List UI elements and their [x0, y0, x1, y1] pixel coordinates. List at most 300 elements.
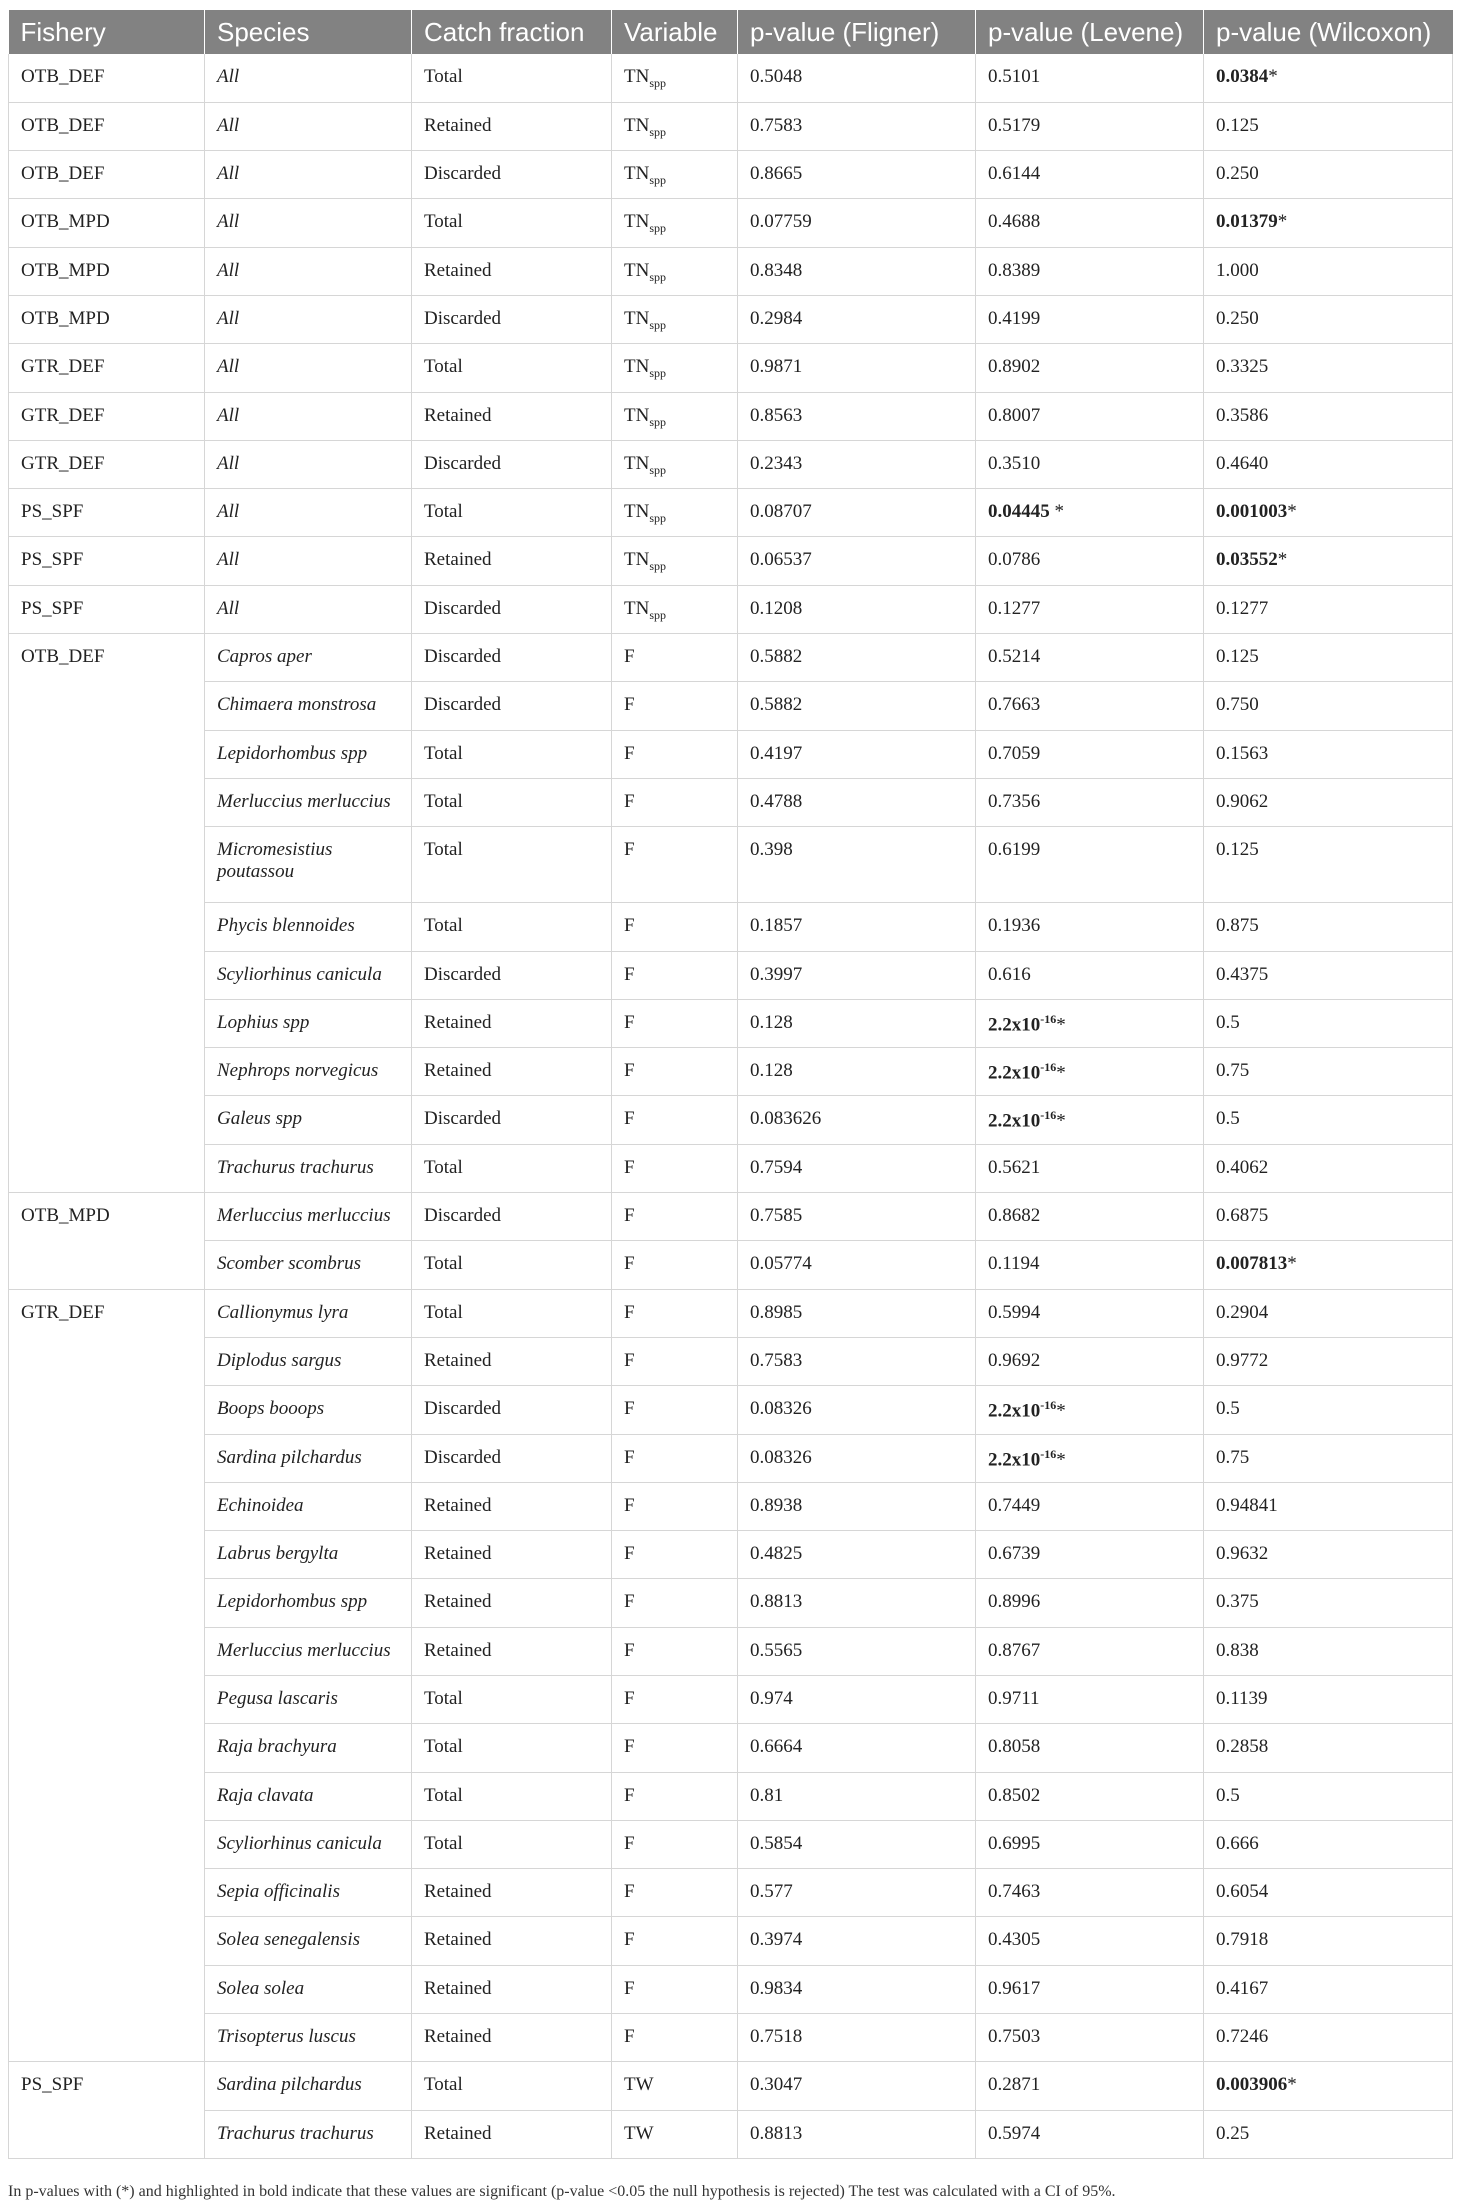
wilcoxon-cell — [1204, 102, 1453, 150]
species-label: All — [217, 307, 240, 329]
variable-cell — [612, 1048, 738, 1096]
p-value: 0.1139 — [1216, 1688, 1268, 1709]
catch-fraction-cell — [412, 827, 612, 903]
catch-fraction-cell — [412, 903, 612, 951]
species-label: All — [217, 259, 240, 281]
significance-marker: * — [1277, 549, 1288, 571]
significance-marker: * — [1287, 2074, 1297, 2096]
variable-label: F — [624, 1688, 635, 1709]
fligner-cell — [738, 1531, 976, 1579]
table-row — [9, 1676, 1453, 1724]
variable-subscript: spp — [649, 414, 666, 429]
variable-cell — [612, 1386, 738, 1434]
species-cell — [205, 440, 412, 488]
species-cell — [205, 1048, 412, 1096]
p-value: 0.7356 — [988, 790, 1041, 812]
species-label: All — [217, 114, 240, 136]
catch-fraction-label: Total — [424, 1253, 463, 1275]
variable-label: TN — [624, 452, 650, 474]
variable-label: TN — [624, 163, 650, 185]
p-value: 0.81 — [750, 1784, 784, 1806]
wilcoxon-cell — [1204, 2110, 1453, 2158]
variable-cell — [612, 151, 738, 199]
variable-label: F — [624, 1881, 635, 1903]
significance-marker: * — [1287, 501, 1297, 523]
p-value: 0.083626 — [750, 1108, 822, 1130]
table-row — [9, 1772, 1453, 1820]
species-label: Sepia officinalis — [217, 1881, 340, 1903]
fishery-cell — [9, 392, 205, 440]
p-value: 0.9711 — [988, 1688, 1040, 1709]
table-row — [9, 1289, 1453, 1337]
variable-label: F — [624, 2026, 635, 2048]
p-value: 0.8902 — [988, 356, 1041, 378]
species-cell — [205, 682, 412, 730]
catch-fraction-cell — [412, 1048, 612, 1096]
species-label: Sardina pilchardus — [217, 2074, 362, 2096]
catch-fraction-cell — [412, 1917, 612, 1965]
species-cell — [205, 1676, 412, 1724]
wilcoxon-cell — [1204, 489, 1453, 537]
variable-label: F — [624, 1639, 635, 1661]
fligner-cell — [738, 1434, 976, 1482]
fligner-cell — [738, 1337, 976, 1385]
catch-fraction-cell — [412, 392, 612, 440]
species-cell — [205, 1337, 412, 1385]
species-cell — [205, 537, 412, 585]
p-value: 0.6664 — [750, 1736, 803, 1758]
p-value: 0.08707 — [750, 501, 812, 523]
table-row — [9, 2062, 1453, 2110]
variable-subscript: spp — [649, 269, 666, 284]
levene-cell — [976, 585, 1204, 633]
variable-label: TN — [624, 211, 650, 233]
variable-cell — [612, 2062, 738, 2110]
levene-cell — [976, 440, 1204, 488]
fligner-cell — [738, 247, 976, 295]
variable-cell — [612, 1820, 738, 1868]
species-cell — [205, 392, 412, 440]
catch-fraction-cell — [412, 585, 612, 633]
species-cell — [205, 1289, 412, 1337]
p-value: 0.9871 — [750, 356, 803, 378]
species-cell — [205, 1917, 412, 1965]
table-row — [9, 247, 1453, 295]
p-value: 0.9062 — [1216, 790, 1269, 812]
p-value: 0.3997 — [750, 963, 803, 985]
fishery-label: GTR_DEF — [21, 452, 105, 474]
header-species: Species — [205, 10, 412, 54]
levene-cell — [976, 634, 1204, 682]
significance-marker: * — [1049, 501, 1064, 523]
catch-fraction-label: Retained — [424, 114, 492, 136]
variable-label: F — [624, 915, 635, 937]
fligner-cell — [738, 1676, 976, 1724]
p-value-exponent: -16 — [1040, 1446, 1057, 1461]
fishery-label: OTB_MPD — [21, 307, 110, 329]
p-value: 0.0786 — [988, 549, 1041, 571]
species-label: Micromesistius poutassou — [217, 839, 333, 883]
fligner-cell — [738, 1386, 976, 1434]
footnote: In p-values with (*) and highlighted in bold indicate that these values are significant (p-value <0.05 the null hypothesis is rejected) The test was calculated with a CI of 95%. — [8, 2183, 1116, 2200]
variable-label: TN — [624, 307, 650, 329]
catch-fraction-cell — [412, 1434, 612, 1482]
species-cell — [205, 903, 412, 951]
species-label: Lophius spp — [217, 1011, 310, 1033]
p-value: 0.4197 — [750, 742, 803, 764]
p-value: 0.08326 — [750, 1398, 812, 1420]
variable-label: TN — [624, 549, 650, 571]
species-cell — [205, 295, 412, 343]
variable-cell — [612, 585, 738, 633]
species-label: All — [217, 452, 240, 474]
p-value: 0.007813 — [1216, 1253, 1288, 1275]
variable-subscript: spp — [649, 607, 666, 622]
wilcoxon-cell — [1204, 1676, 1453, 1724]
variable-cell — [612, 1772, 738, 1820]
fishery-label: PS_SPF — [21, 501, 84, 523]
wilcoxon-cell — [1204, 151, 1453, 199]
variable-label: F — [624, 1011, 635, 1033]
p-value: 0.875 — [1216, 915, 1259, 937]
catch-fraction-label: Retained — [424, 1494, 492, 1516]
variable-cell — [612, 1482, 738, 1530]
fligner-cell — [738, 2062, 976, 2110]
fligner-cell — [738, 392, 976, 440]
catch-fraction-cell — [412, 1772, 612, 1820]
species-cell — [205, 102, 412, 150]
p-value: 0.01379 — [1216, 211, 1278, 233]
levene-cell — [976, 199, 1204, 247]
fligner-cell — [738, 1241, 976, 1289]
catch-fraction-label: Total — [424, 66, 463, 87]
variable-cell — [612, 295, 738, 343]
table-row — [9, 1386, 1453, 1434]
species-label: Scyliorhinus canicula — [217, 1832, 382, 1854]
variable-cell — [612, 1724, 738, 1772]
species-label: Labrus bergylta — [217, 1543, 339, 1565]
p-value: 0.8007 — [988, 404, 1041, 426]
p-value: 2.2x10 — [988, 1062, 1041, 1084]
fishery-label: OTB_DEF — [21, 163, 105, 185]
p-value: 0.5854 — [750, 1832, 803, 1854]
catch-fraction-cell — [412, 999, 612, 1047]
levene-cell — [976, 151, 1204, 199]
catch-fraction-label: Discarded — [424, 452, 502, 474]
table-row — [9, 1869, 1453, 1917]
table-row — [9, 199, 1453, 247]
variable-subscript: spp — [649, 172, 666, 187]
significance-marker: * — [1056, 1400, 1066, 1422]
p-value: 0.0384 — [1216, 66, 1269, 87]
fishery-label: GTR_DEF — [21, 404, 105, 426]
variable-label: F — [624, 963, 635, 985]
table-row — [9, 392, 1453, 440]
p-value: 0.7463 — [988, 1881, 1041, 1903]
levene-cell — [976, 1193, 1204, 1241]
p-value: 0.3974 — [750, 1929, 803, 1951]
levene-cell — [976, 903, 1204, 951]
levene-cell — [976, 730, 1204, 778]
variable-label: F — [624, 790, 635, 812]
p-value: 0.7449 — [988, 1494, 1041, 1516]
fligner-cell — [738, 778, 976, 826]
species-cell — [205, 1579, 412, 1627]
fligner-cell — [738, 730, 976, 778]
catch-fraction-cell — [412, 2062, 612, 2110]
p-value: 0.5 — [1216, 1784, 1240, 1806]
variable-cell — [612, 1627, 738, 1675]
p-value-exponent: -16 — [1040, 1398, 1057, 1413]
species-label: Capros aper — [217, 646, 312, 668]
levene-cell — [976, 489, 1204, 537]
levene-cell — [976, 1627, 1204, 1675]
catch-fraction-label: Total — [424, 915, 463, 937]
p-value: 0.9772 — [1216, 1349, 1269, 1371]
catch-fraction-label: Total — [424, 1301, 463, 1323]
catch-fraction-cell — [412, 1579, 612, 1627]
p-value-exponent: -16 — [1040, 1011, 1057, 1026]
catch-fraction-cell — [412, 1676, 612, 1724]
levene-cell — [976, 1337, 1204, 1385]
table-row — [9, 1241, 1453, 1289]
p-value: 0.9692 — [988, 1349, 1041, 1371]
catch-fraction-cell — [412, 344, 612, 392]
levene-cell — [976, 1724, 1204, 1772]
p-value: 0.8389 — [988, 259, 1041, 281]
catch-fraction-label: Total — [424, 356, 463, 378]
wilcoxon-cell — [1204, 344, 1453, 392]
table-row — [9, 151, 1453, 199]
species-label: Solea senegalensis — [217, 1929, 361, 1951]
fligner-cell — [738, 2110, 976, 2158]
p-value: 0.4688 — [988, 211, 1041, 233]
variable-label: F — [624, 1832, 635, 1854]
p-value: 0.6144 — [988, 163, 1041, 185]
table-row — [9, 2014, 1453, 2062]
table-row — [9, 102, 1453, 150]
catch-fraction-label: Retained — [424, 1543, 492, 1565]
fishery-cell — [9, 151, 205, 199]
wilcoxon-cell — [1204, 1048, 1453, 1096]
fligner-cell — [738, 999, 976, 1047]
fligner-cell — [738, 1579, 976, 1627]
variable-cell — [612, 2110, 738, 2158]
variable-label: F — [624, 1977, 635, 1999]
fishery-cell — [9, 1193, 205, 1290]
table-row — [9, 1193, 1453, 1241]
variable-subscript: spp — [649, 559, 666, 574]
p-value: 0.8502 — [988, 1784, 1041, 1806]
catch-fraction-label: Discarded — [424, 646, 502, 668]
species-cell — [205, 1724, 412, 1772]
p-value: 0.7503 — [988, 2026, 1041, 2048]
significance-marker: * — [1056, 1014, 1066, 1036]
catch-fraction-label: Retained — [424, 259, 492, 281]
variable-cell — [612, 1917, 738, 1965]
catch-fraction-cell — [412, 1531, 612, 1579]
table-row — [9, 440, 1453, 488]
fligner-cell — [738, 1096, 976, 1144]
significance-marker: * — [1277, 211, 1288, 233]
fishery-cell — [9, 295, 205, 343]
fishery-label: OTB_DEF — [21, 646, 105, 668]
wilcoxon-cell — [1204, 1579, 1453, 1627]
p-value: 0.8996 — [988, 1591, 1041, 1613]
variable-label: TN — [624, 114, 650, 136]
table-row — [9, 1820, 1453, 1868]
table-row — [9, 903, 1453, 951]
significance-marker: * — [1287, 1253, 1297, 1275]
variable-label: TN — [624, 501, 650, 523]
levene-cell — [976, 1676, 1204, 1724]
levene-cell — [976, 1965, 1204, 2013]
header-p-wilcoxon: p-value (Wilcoxon) — [1204, 10, 1453, 54]
variable-cell — [612, 1531, 738, 1579]
species-cell — [205, 1386, 412, 1434]
catch-fraction-cell — [412, 537, 612, 585]
variable-label: F — [624, 1108, 635, 1130]
significance-marker: * — [1056, 1448, 1066, 1470]
variable-cell — [612, 951, 738, 999]
species-label: Merluccius merluccius — [217, 1639, 391, 1661]
species-cell — [205, 2110, 412, 2158]
p-value: 0.8665 — [750, 163, 803, 185]
p-value: 0.5882 — [750, 694, 803, 716]
wilcoxon-cell — [1204, 1869, 1453, 1917]
p-value: 0.838 — [1216, 1639, 1259, 1661]
species-label: Chimaera monstrosa — [217, 694, 377, 716]
fligner-cell — [738, 1965, 976, 2013]
variable-label: TN — [624, 66, 650, 87]
variable-cell — [612, 1144, 738, 1192]
levene-cell — [976, 1579, 1204, 1627]
variable-cell — [612, 344, 738, 392]
p-value: 0.3510 — [988, 452, 1041, 474]
p-value: 0.1194 — [988, 1253, 1040, 1275]
variable-cell — [612, 199, 738, 247]
p-value: 0.128 — [750, 1011, 793, 1033]
table-row — [9, 730, 1453, 778]
p-value: 0.05774 — [750, 1253, 812, 1275]
catch-fraction-label: Discarded — [424, 963, 502, 985]
table-row — [9, 2110, 1453, 2158]
variable-cell — [612, 1337, 738, 1385]
wilcoxon-cell — [1204, 999, 1453, 1047]
catch-fraction-cell — [412, 1144, 612, 1192]
p-value: 0.1277 — [1216, 597, 1269, 619]
table-row — [9, 634, 1453, 682]
catch-fraction-cell — [412, 1096, 612, 1144]
wilcoxon-cell — [1204, 682, 1453, 730]
table-row — [9, 1096, 1453, 1144]
wilcoxon-cell — [1204, 1724, 1453, 1772]
levene-cell — [976, 778, 1204, 826]
p-value: 1.000 — [1216, 259, 1259, 281]
catch-fraction-cell — [412, 1289, 612, 1337]
variable-cell — [612, 392, 738, 440]
wilcoxon-cell — [1204, 1965, 1453, 2013]
p-value: 0.7246 — [1216, 2026, 1269, 2048]
variable-label: TN — [624, 356, 650, 378]
p-value: 0.2984 — [750, 307, 803, 329]
variable-label: F — [624, 1349, 635, 1371]
p-value: 0.3047 — [750, 2074, 803, 2096]
variable-cell — [612, 1193, 738, 1241]
results-table — [8, 10, 1453, 2159]
wilcoxon-cell — [1204, 1241, 1453, 1289]
p-value: 0.4305 — [988, 1929, 1041, 1951]
wilcoxon-cell — [1204, 440, 1453, 488]
table-row — [9, 344, 1453, 392]
variable-label: F — [624, 1494, 635, 1516]
wilcoxon-cell — [1204, 903, 1453, 951]
variable-cell — [612, 1241, 738, 1289]
species-cell — [205, 1531, 412, 1579]
p-value: 0.08326 — [750, 1446, 812, 1468]
table-row — [9, 489, 1453, 537]
variable-subscript: spp — [649, 221, 666, 236]
fligner-cell — [738, 1627, 976, 1675]
variable-label: F — [624, 1253, 635, 1275]
fligner-cell — [738, 54, 976, 102]
wilcoxon-cell — [1204, 537, 1453, 585]
levene-cell — [976, 1772, 1204, 1820]
fishery-label: OTB_MPD — [21, 1205, 110, 1227]
species-label: Trachurus trachurus — [217, 2122, 374, 2144]
catch-fraction-label: Total — [424, 1156, 463, 1178]
variable-cell — [612, 1869, 738, 1917]
catch-fraction-cell — [412, 199, 612, 247]
significance-marker: * — [1056, 1062, 1066, 1084]
header-variable: Variable — [612, 10, 738, 54]
table-row — [9, 1579, 1453, 1627]
species-cell — [205, 151, 412, 199]
table-row — [9, 1048, 1453, 1096]
variable-subscript: spp — [649, 124, 666, 139]
species-label: Pegusa lascaris — [217, 1688, 338, 1709]
variable-label: F — [624, 1060, 635, 1082]
variable-cell — [612, 1434, 738, 1482]
table-row — [9, 1482, 1453, 1530]
p-value: 0.2904 — [1216, 1301, 1269, 1323]
p-value: 0.125 — [1216, 839, 1259, 861]
catch-fraction-cell — [412, 1193, 612, 1241]
species-cell — [205, 1482, 412, 1530]
species-label: All — [217, 597, 240, 619]
levene-cell — [976, 682, 1204, 730]
wilcoxon-cell — [1204, 1820, 1453, 1868]
species-label: All — [217, 404, 240, 426]
variable-label: F — [624, 694, 635, 716]
variable-label: TW — [624, 2074, 654, 2096]
table-row — [9, 537, 1453, 585]
variable-label: F — [624, 742, 635, 764]
p-value: 0.6739 — [988, 1543, 1041, 1565]
p-value: 0.6054 — [1216, 1881, 1269, 1903]
p-value: 0.5214 — [988, 646, 1041, 668]
p-value: 0.1936 — [988, 915, 1041, 937]
wilcoxon-cell — [1204, 54, 1453, 102]
p-value: 0.4825 — [750, 1543, 803, 1565]
variable-cell — [612, 54, 738, 102]
catch-fraction-label: Retained — [424, 2026, 492, 2048]
catch-fraction-label: Total — [424, 211, 463, 233]
table-row — [9, 1531, 1453, 1579]
catch-fraction-label: Retained — [424, 1977, 492, 1999]
p-value: 0.8985 — [750, 1301, 803, 1323]
catch-fraction-cell — [412, 1482, 612, 1530]
